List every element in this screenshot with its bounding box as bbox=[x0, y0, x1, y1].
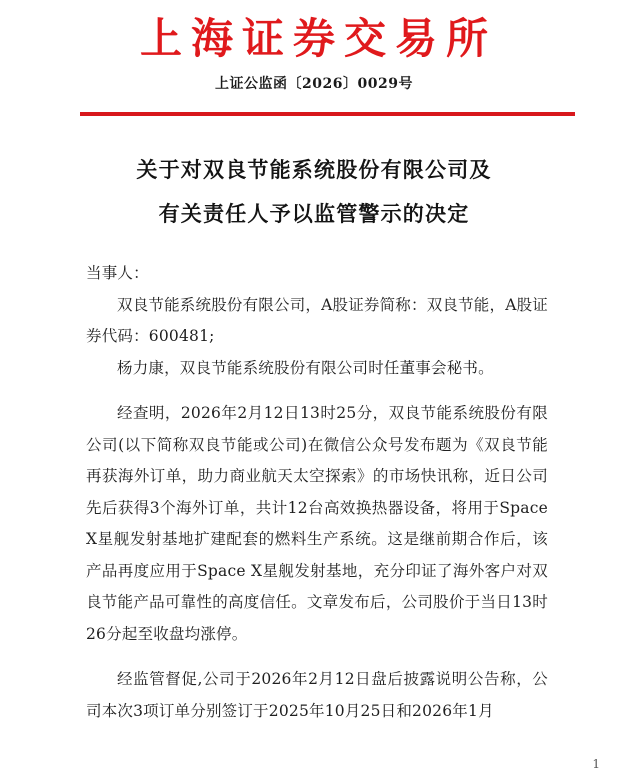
parties-label: 当事人： bbox=[86, 264, 149, 282]
party-person: 杨力康，双良节能系统股份有限公司时任董事会秘书。 bbox=[117, 358, 494, 377]
finding-paragraph: 经查明，2026年2月12日13时25分，双良节能系统股份有限公司(以下简称双良节能或公司)在微信公众号发布题为《双良节能再获海外订单，助力商业航天太空探索》的市场快讯称，近日公司先后获得3个海外订单，共计12台高效换热器设备，将用于Space X星舰发射基地扩建配套的燃料生产系统。这是继前期合作后，该产品再度应用于Space X星舰发射基地，充分印证了海外客户对双良节能产品可靠性的高度信任。文章发布后，公司股价于当日13时26分起至收盘均涨停。 bbox=[86, 404, 548, 643]
party-company: 双良节能系统股份有限公司，A股证券简称：双良节能，A股证券代码：600481; bbox=[86, 295, 548, 345]
document-number: 上证公监函〔2026〕0029号 bbox=[215, 76, 413, 92]
paragraph-spacer bbox=[86, 384, 548, 398]
page-title bbox=[64, 148, 564, 236]
page-number: 1 bbox=[592, 757, 600, 771]
paragraph-spacer bbox=[86, 650, 548, 664]
supervision-paragraph: 经监管督促,公司于2026年2月12日盘后披露说明公告称，公司本次3项订单分别签订于2025年10月25日和2026年1月 bbox=[86, 670, 548, 720]
page-title-line-1: 关于对双良节能系统股份有限公司及 bbox=[136, 158, 492, 182]
issuer-title: 上海证券交易所 bbox=[139, 14, 497, 63]
masthead bbox=[0, 12, 628, 66]
document-body bbox=[86, 258, 548, 727]
page-title-line-2: 有关责任人予以监管警示的决定 bbox=[158, 202, 470, 226]
header-divider-rule bbox=[80, 112, 575, 116]
